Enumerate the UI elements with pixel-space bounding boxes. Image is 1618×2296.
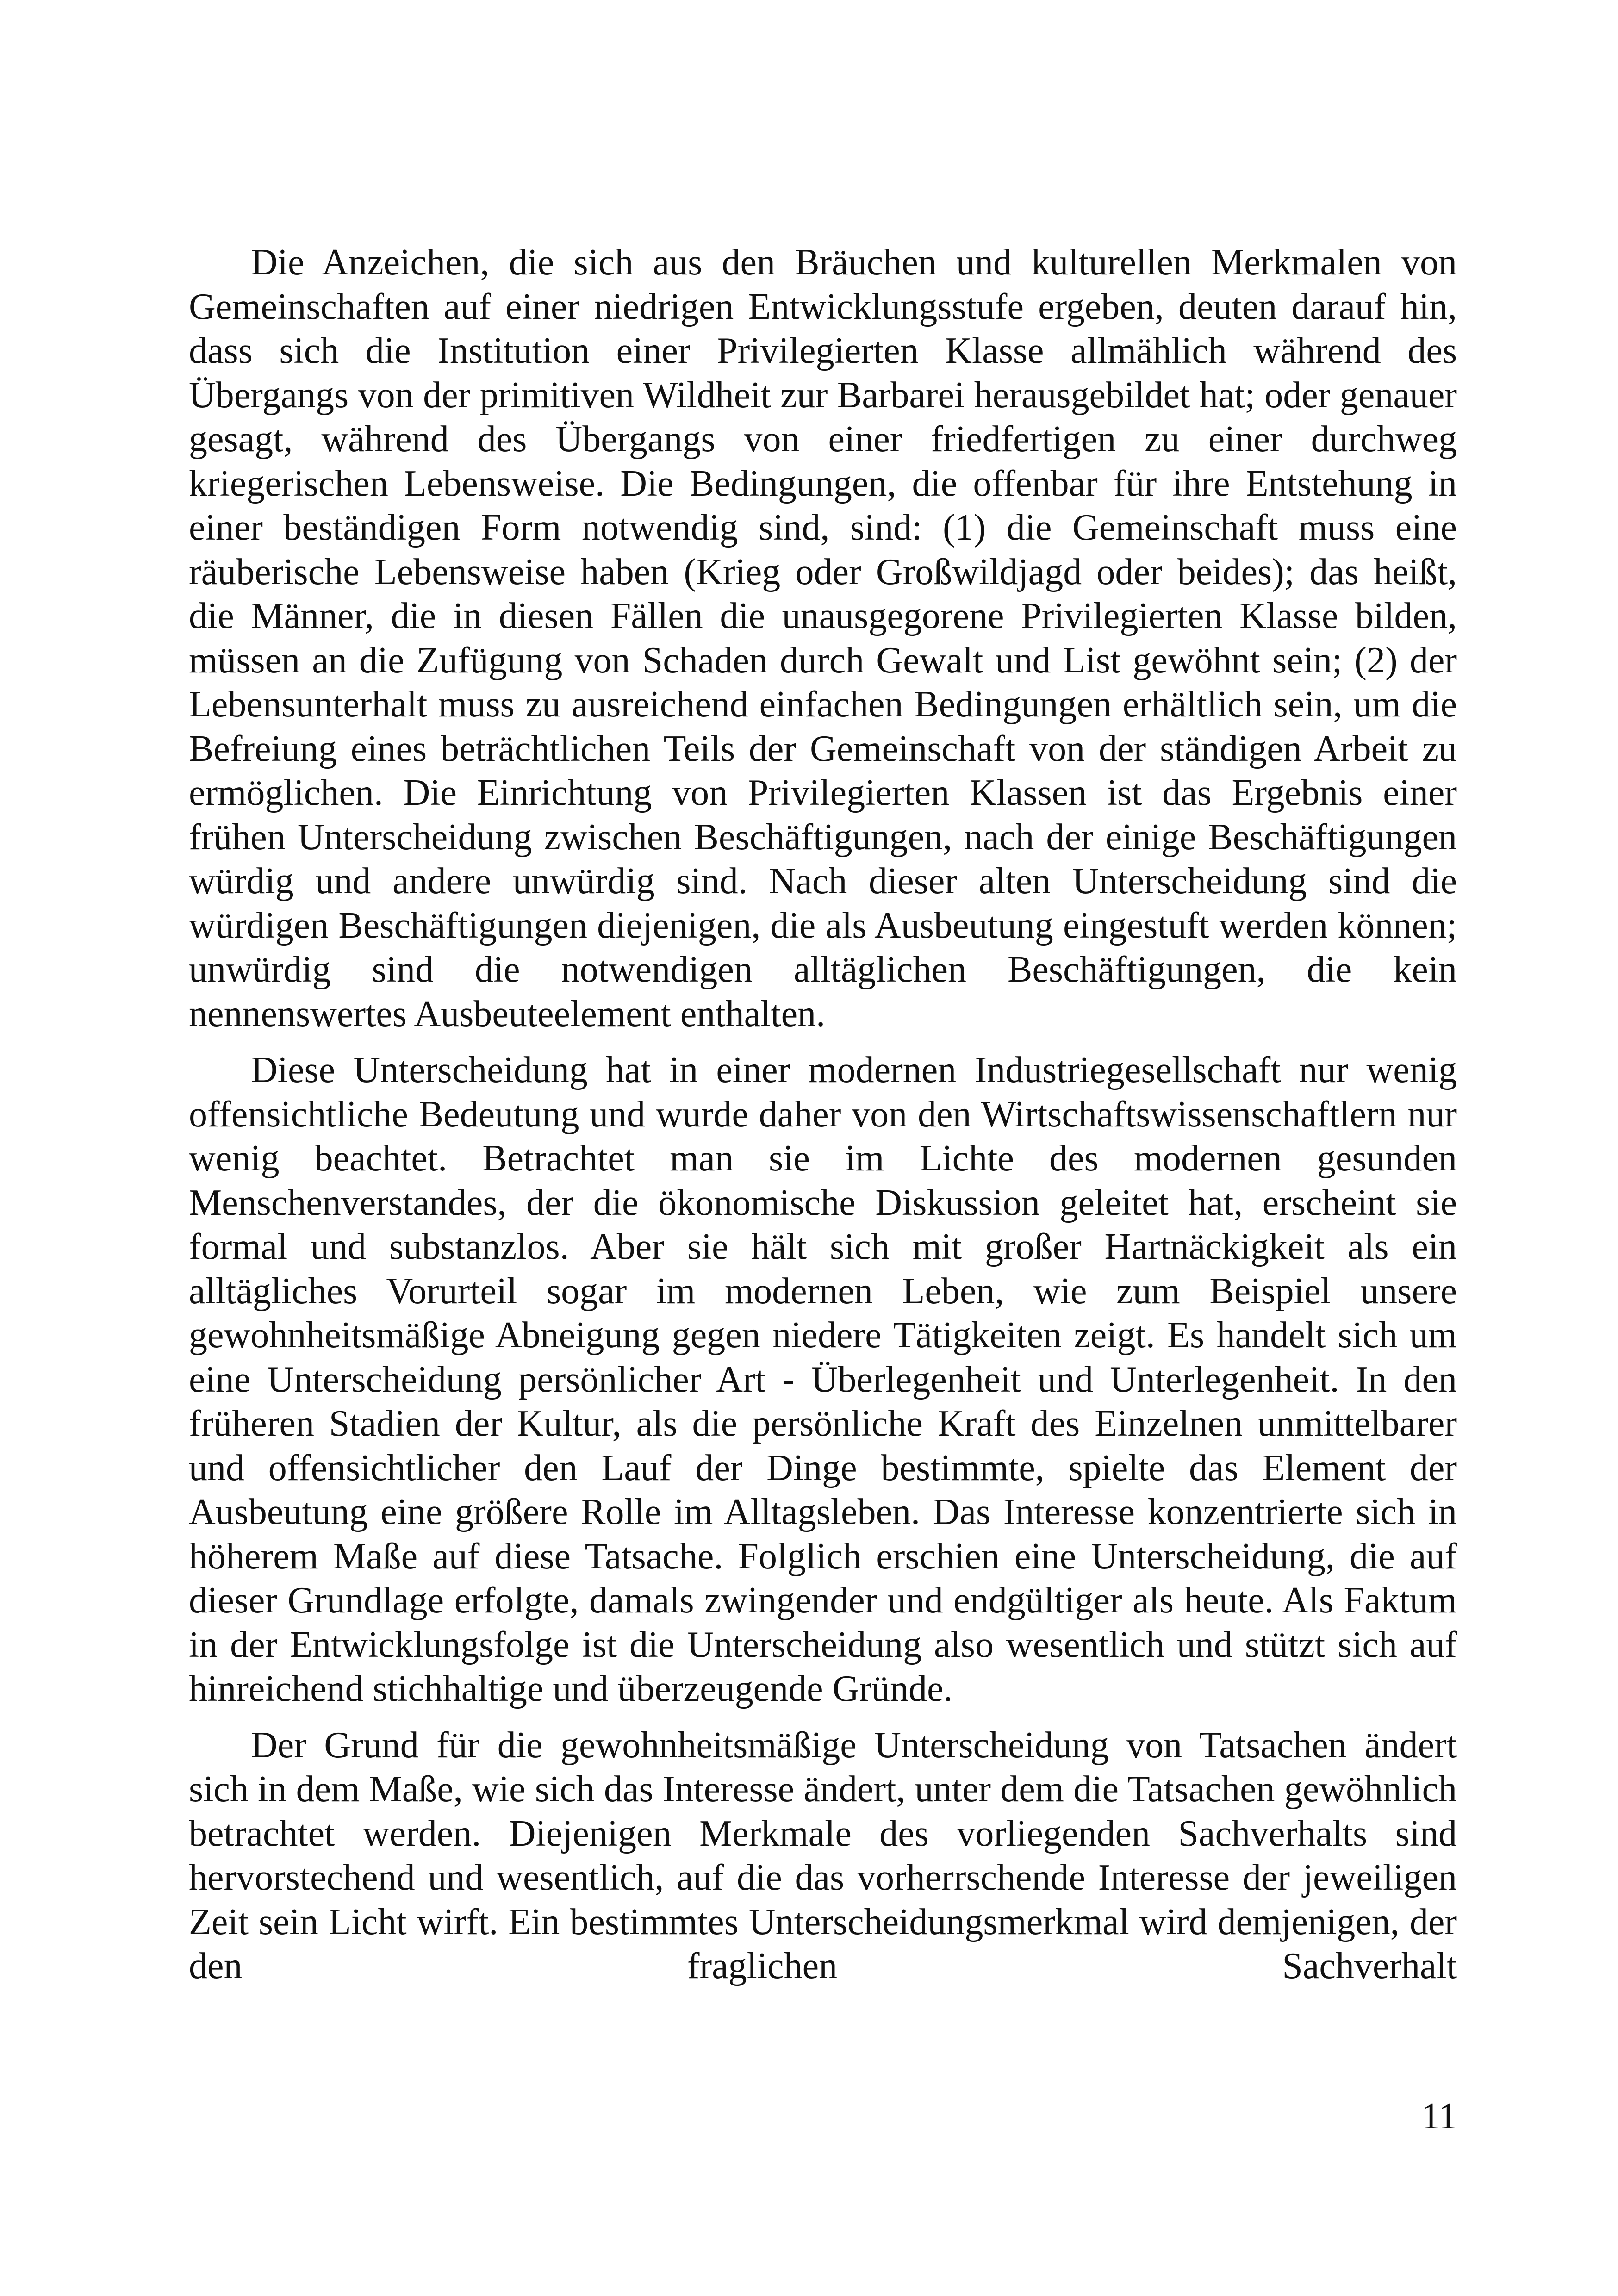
paragraph-1: Die Anzeichen, die sich aus den Bräuchen und kulturellen Merkmalen von Gemeinschaften auf einer niedrigen Entwicklungsstufe ergeben, deuten darauf hin, dass sich die Institution einer Privilegierten Klasse allmählich während des Übergangs von der primitiven Wildheit zur Barbarei herausgebildet hat; oder genauer gesagt, während des Übergangs von einer friedfertigen zu einer durchweg kriegerischen Lebensweise. Die Bedingungen, die offenbar für ihre Entstehung in einer beständigen Form notwendig sind, sind: (1) die Gemeinschaft muss eine räuberische Lebensweise haben (Krieg oder Großwildjagd oder beides); das heißt, die Männer, die in diesen Fällen die unausgegorene Privilegierten Klasse bilden, müssen an die Zufügung von Schaden durch Gewalt und List gewöhnt sein; (2) der Lebensunterhalt muss zu ausreichend einfachen Bedingungen erhältlich sein, um die Befreiung eines beträchtlichen Teils der Gemeinschaft von der ständigen Arbeit zu ermöglichen. Die Einrichtung von Privilegierten Klassen ist das Ergebnis einer frühen Unterscheidung zwischen Beschäftigungen, nach der einige Beschäftigungen würdig und andere unwürdig sind. Nach dieser alten Unterscheidung sind die würdigen Beschäftigungen diejenigen, die als Ausbeutung eingestuft werden können; unwürdig sind die notwendigen alltäglichen Beschäftigungen, die kein nennenswertes Ausbeuteelement enthalten. xyxy=(189,242,1457,1034)
paragraph-2: Diese Unterscheidung hat in einer modernen Industriegesellschaft nur wenig offensichtliche Bedeutung und wurde daher von den Wirtschaftswissenschaftlern nur wenig beachtet. Betrachtet man sie im Lichte des modernen gesunden Menschenverstandes, der die ökonomische Diskussion geleitet hat, erscheint sie formal und substanzlos. Aber sie hält sich mit großer Hartnäckigkeit als ein alltägliches Vorurteil sogar im modernen Leben, wie zum Beispiel unsere gewohnheitsmäßige Abneigung gegen niedere Tätigkeiten zeigt. Es handelt sich um eine Unterscheidung persönlicher Art - Überlegenheit und Unterlegenheit. In den früheren Stadien der Kultur, als die persönliche Kraft des Einzelnen unmittelbarer und offensichtlicher den Lauf der Dinge bestimmte, spielte das Element der Ausbeutung eine größere Rolle im Alltagsleben. Das Interesse konzentrierte sich in höherem Maße auf diese Tatsache. Folglich erschien eine Unterscheidung, die auf dieser Grundlage erfolgte, damals zwingender und endgültiger als heute. Als Faktum in der Entwicklungsfolge ist die Unterscheidung also wesentlich und stützt sich auf hinreichend stichhaltige und überzeugende Gründe. xyxy=(189,1050,1457,1709)
paragraph-3: Der Grund für die gewohnheitsmäßige Unterscheidung von Tatsachen ändert sich in dem Maße, wie sich das Interesse ändert, unter dem die Tatsachen gewöhnlich betrachtet werden. Diejenigen Merkmale des vorliegenden Sachverhalts sind hervorstechend und wesentlich, auf die das vorherrschende Interesse der jeweiligen Zeit sein Licht wirft. Ein bestimmtes Unterscheidungsmerkmal wird demjenigen, der den fraglichen Sachverhalt xyxy=(189,1724,1457,1986)
page-number: 11 xyxy=(1421,2096,1457,2137)
body-text xyxy=(189,241,1457,1989)
